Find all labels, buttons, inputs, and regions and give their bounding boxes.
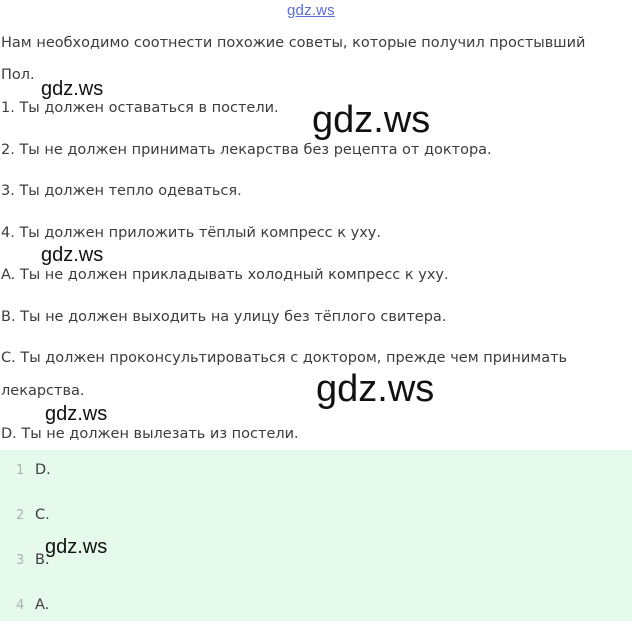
advice-3: 3. Ты должен тепло одеваться. bbox=[1, 183, 242, 199]
answer-row bbox=[0, 500, 632, 540]
advice-c-line-1: C. Ты должен проконсультироваться с доктором, прежде чем принимать bbox=[1, 350, 568, 366]
advice-2: 2. Ты не должен принимать лекарства без рецепта от доктора. bbox=[1, 142, 492, 158]
header-watermark-link[interactable]: gdz.ws bbox=[287, 2, 335, 19]
intro-line-2: Пол. bbox=[1, 67, 35, 83]
watermark: gdz.ws bbox=[316, 368, 435, 410]
watermark: gdz.ws bbox=[45, 403, 108, 425]
answer-value: D. bbox=[35, 462, 51, 478]
advice-a: A. Ты не должен прикладывать холодный компресс к уху. bbox=[1, 267, 449, 283]
answer-number: 3 bbox=[16, 553, 25, 568]
answer-row bbox=[0, 590, 632, 630]
answer-value: A. bbox=[35, 597, 50, 613]
watermark: gdz.ws bbox=[45, 536, 108, 558]
advice-4: 4. Ты должен приложить тёплый компресс к уху. bbox=[1, 225, 381, 241]
watermark: gdz.ws bbox=[312, 99, 431, 141]
advice-d: D. Ты не должен вылезать из постели. bbox=[1, 426, 299, 442]
intro-line-1: Нам необходимо соотнести похожие советы, которые получил простывший bbox=[1, 35, 586, 51]
advice-c-line-2: лекарства. bbox=[1, 383, 85, 399]
watermark: gdz.ws bbox=[41, 78, 104, 100]
answer-value: B. bbox=[35, 552, 50, 568]
answer-row bbox=[0, 455, 632, 495]
advice-b: B. Ты не должен выходить на улицу без тёплого свитера. bbox=[1, 309, 447, 325]
answer-number: 2 bbox=[16, 508, 25, 523]
answer-value: C. bbox=[35, 507, 50, 523]
watermark: gdz.ws bbox=[41, 244, 104, 266]
answer-number: 1 bbox=[16, 463, 25, 478]
advice-1: 1. Ты должен оставаться в постели. bbox=[1, 100, 279, 116]
answer-number: 4 bbox=[16, 598, 25, 613]
